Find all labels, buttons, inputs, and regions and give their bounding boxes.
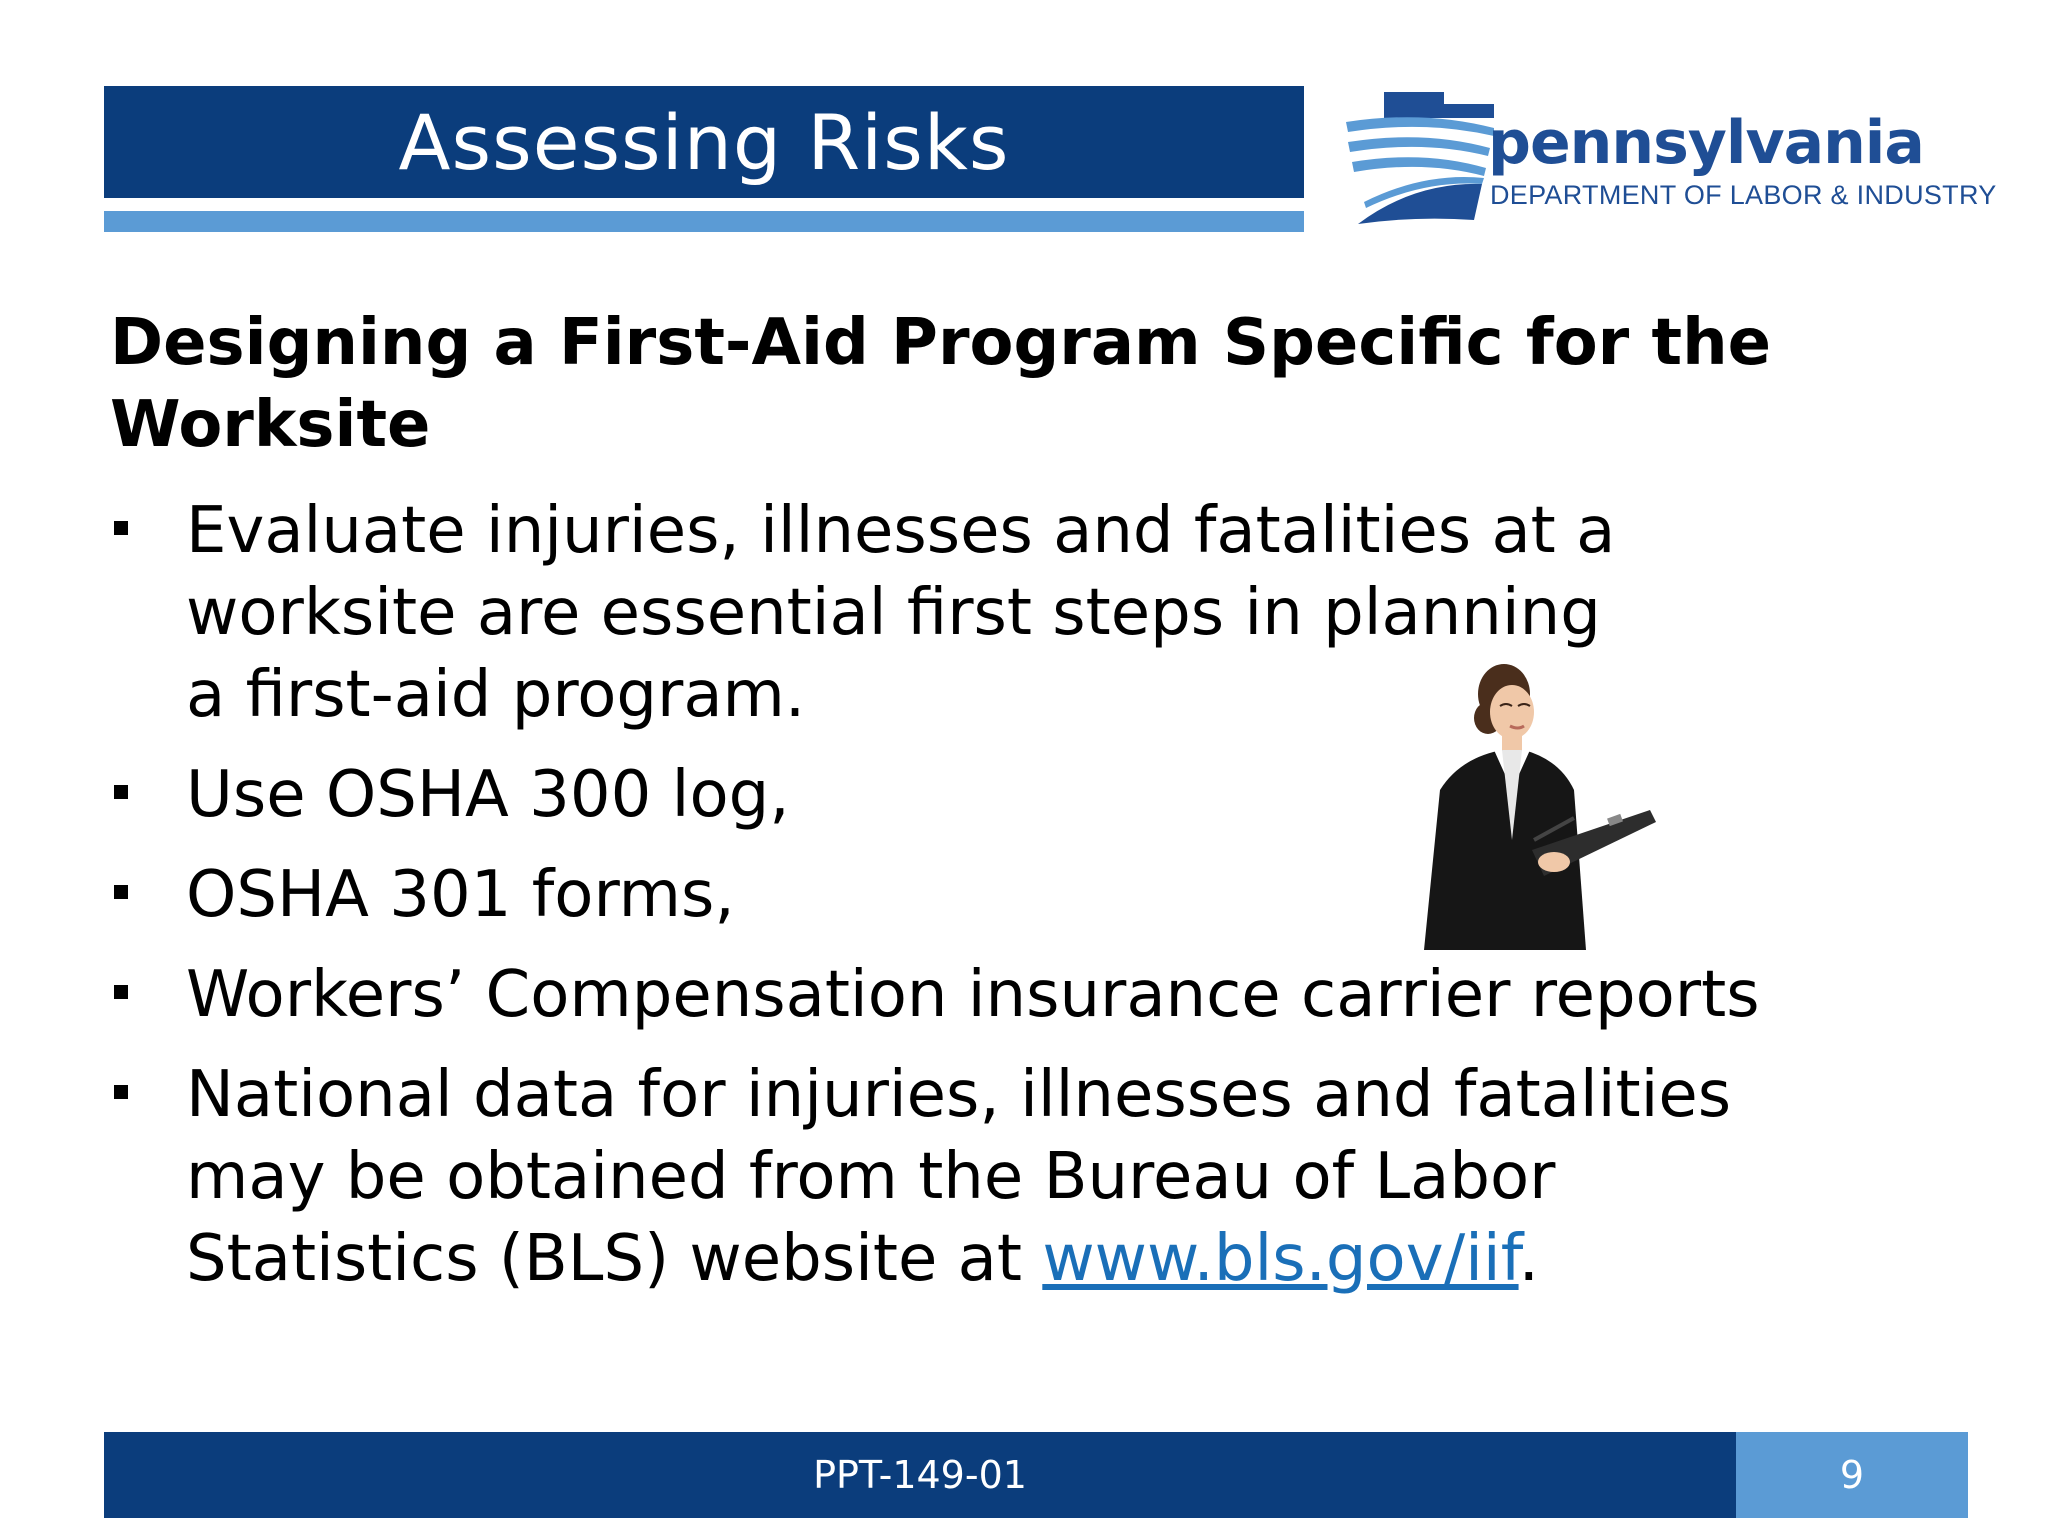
footer-code: PPT-149-01 (813, 1453, 1027, 1497)
square-bullet-icon (114, 1085, 128, 1099)
square-bullet-icon (114, 885, 128, 899)
heading-text: Designing a First-Aid Program Specific for the Worksite (110, 306, 1772, 462)
bullet-text: OSHA 301 forms, (186, 858, 735, 932)
footer-bar (104, 1432, 1736, 1518)
bullet-text-before: National data for injuries, illnesses and fatalities may be obtained from the Bureau of Labor Statistics (BLS) website at (186, 1058, 1732, 1296)
slide-title: Assessing Risks (398, 97, 1010, 187)
bullet-text: Workers’ Compensation insurance carrier reports (186, 958, 1760, 1032)
logo-wordmark: pennsylvania (1488, 108, 1924, 178)
logo-department: DEPARTMENT OF LABOR & INDUSTRY (1490, 180, 1997, 210)
square-bullet-icon (114, 785, 128, 799)
bullet-text-after: . (1518, 1222, 1539, 1296)
bullet-text (186, 1058, 1731, 1296)
bls-link[interactable]: www.bls.gov/iif (1042, 1222, 1519, 1296)
businesswoman-with-clipboard-image (1384, 650, 1684, 950)
bullet-text: Use OSHA 300 log, (186, 758, 790, 832)
list-item (110, 1054, 1950, 1300)
square-bullet-icon (114, 985, 128, 999)
title-underline (104, 211, 1304, 232)
bullet-text: Evaluate injuries, illnesses and fatalities at a worksite are essential first steps in planning a first-aid program. (186, 494, 1616, 732)
page-number-text: 9 (1839, 1453, 1865, 1497)
list-item (110, 954, 1950, 1036)
square-bullet-icon (114, 521, 128, 535)
page-number (1736, 1432, 1968, 1518)
section-heading (110, 302, 1950, 466)
